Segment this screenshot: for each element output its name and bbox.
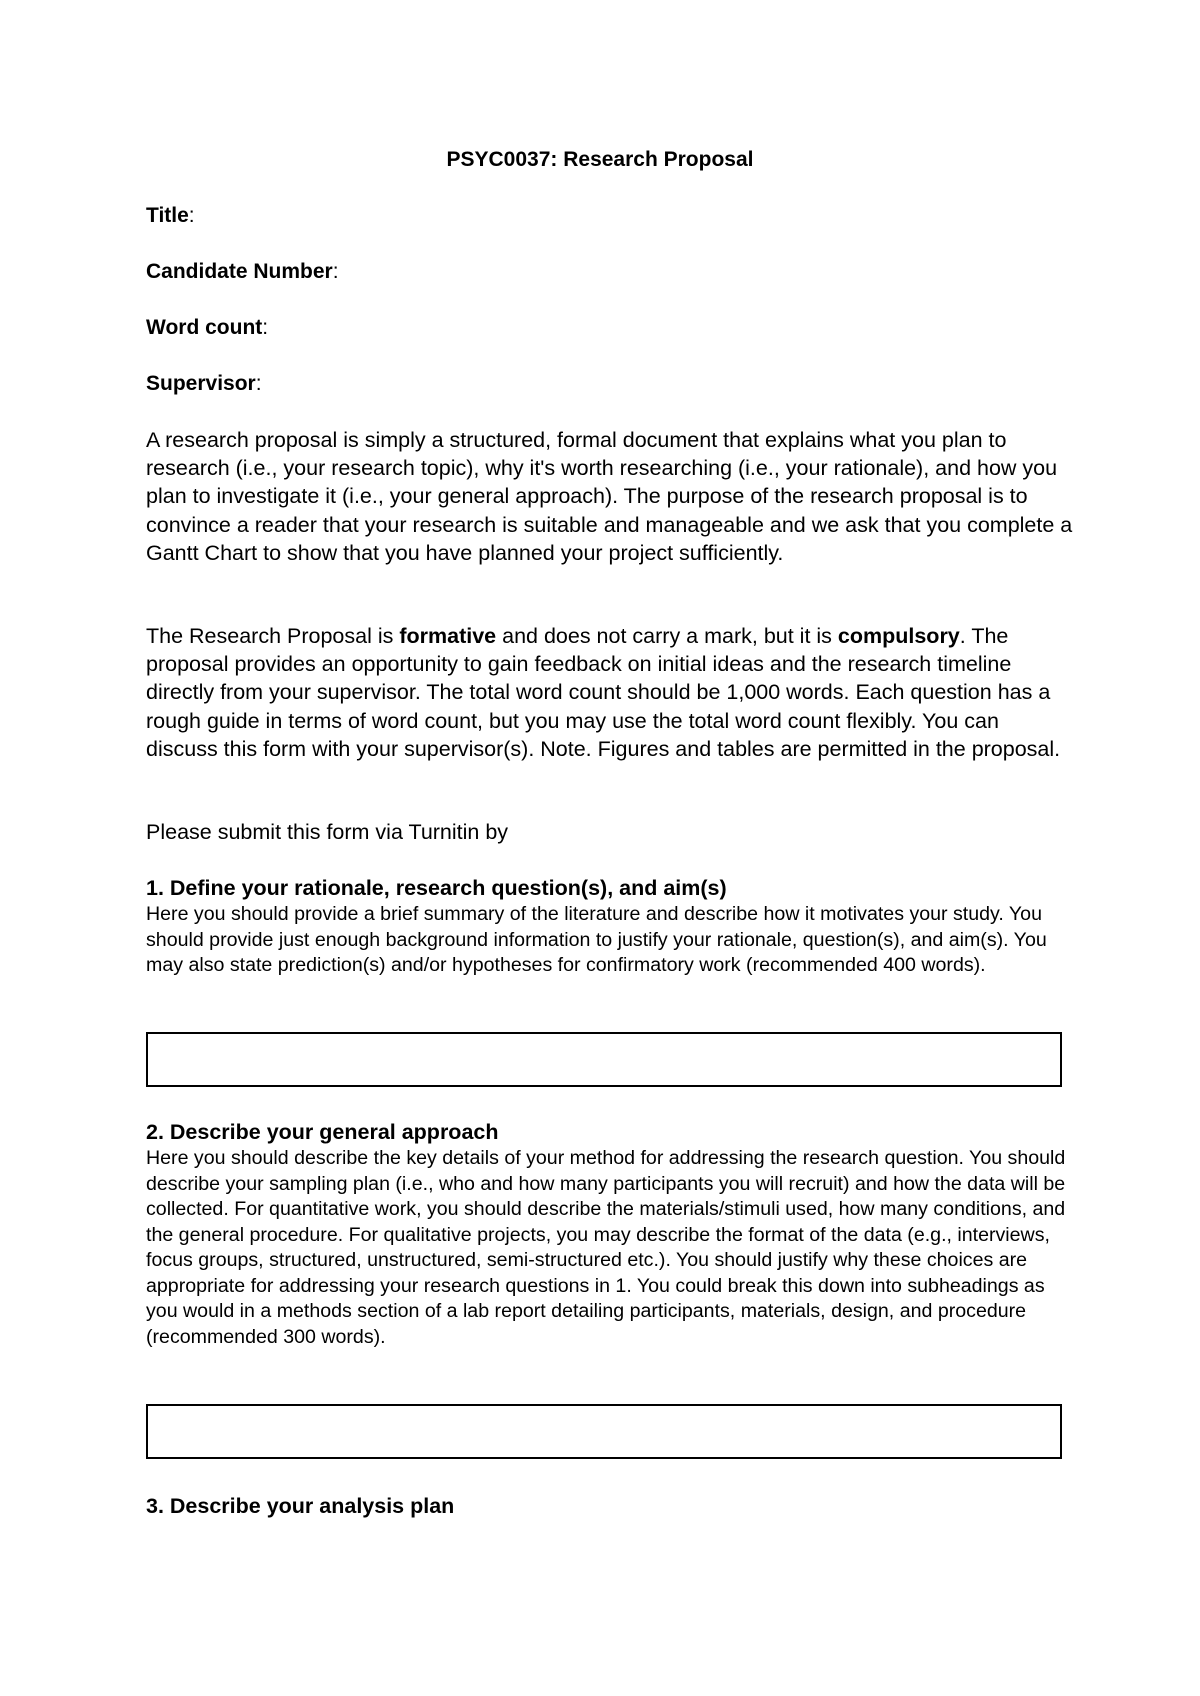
title-field-colon: : <box>188 204 195 227</box>
word-count-label: Word count <box>146 316 263 339</box>
title-field-label: Title <box>146 204 189 227</box>
section-2-answer-box[interactable] <box>146 1404 1062 1459</box>
candidate-number-label: Candidate Number <box>146 260 333 283</box>
formative-text-1: The Research Proposal is <box>146 624 400 648</box>
formative-paragraph <box>146 622 1076 763</box>
candidate-number-colon: : <box>332 260 339 283</box>
section-2-body: Here you should describe the key details of your method for addressing the research question. You should describe your sampling plan (i.e., who and how many participants you will recruit) and how the data will be collected. For quantitative work, you should describe the materials/stimuli used, how many conditions, and the general procedure. For qualitative projects, you may describe the format of the data (e.g., interviews, focus groups, structured, unstructured, semi-structured etc.). You should justify why these choices are appropriate for addressing your research questions in 1. You could break this down into subheadings as you would in a methods section of a lab report detailing participants, materials, design, and procedure (recommended 300 words). <box>146 1147 1066 1348</box>
title-field <box>146 202 195 230</box>
word-count-field <box>146 314 268 342</box>
document-title: PSYC0037: Research Proposal <box>446 148 754 171</box>
section-1-body: Here you should provide a brief summary of the literature and describe how it motivates your study. You should provide just enough background information to justify your rationale, question(s), and aim(s). You may also state prediction(s) and/or hypotheses for confirmatory work (recommended 400 words). <box>146 903 1047 976</box>
section-1-heading: 1. Define your rationale, research question(s), and aim(s) <box>146 876 727 900</box>
section-2-heading: 2. Describe your general approach <box>146 1120 499 1144</box>
formative-text-3: . The proposal provides an opportunity to gain feedback on initial ideas and the research timeline directly from your supervisor. The total word count should be 1,000 words. Each question has a rough guide in terms of word count, but you may use the total word count flexibly. You can discuss this form with your supervisor(s). Note. Figures and tables are permitted in the proposal. <box>146 624 1061 761</box>
word-count-colon: : <box>262 316 269 339</box>
formative-text-2: and does not carry a mark, but it is <box>496 624 838 648</box>
intro-paragraph: A research proposal is simply a structured, formal document that explains what you plan to research (i.e., your research topic), why it's worth researching (i.e., your rationale), and how you plan to investigate it (i.e., your general approach). The purpose of the research proposal is to convince a reader that your research is suitable and manageable and we ask that you complete a Gantt Chart to show that you have planned your project sufficiently. <box>146 428 1073 565</box>
supervisor-colon: : <box>255 372 262 395</box>
section-3-heading: 3. Describe your analysis plan <box>146 1494 455 1518</box>
candidate-number-field <box>146 258 339 286</box>
compulsory-bold: compulsory <box>837 624 960 648</box>
supervisor-field <box>146 370 262 398</box>
section-1-answer-box[interactable] <box>146 1032 1062 1087</box>
formative-bold: formative <box>399 624 497 648</box>
supervisor-label: Supervisor <box>146 372 256 395</box>
submit-note: Please submit this form via Turnitin by <box>146 820 509 844</box>
